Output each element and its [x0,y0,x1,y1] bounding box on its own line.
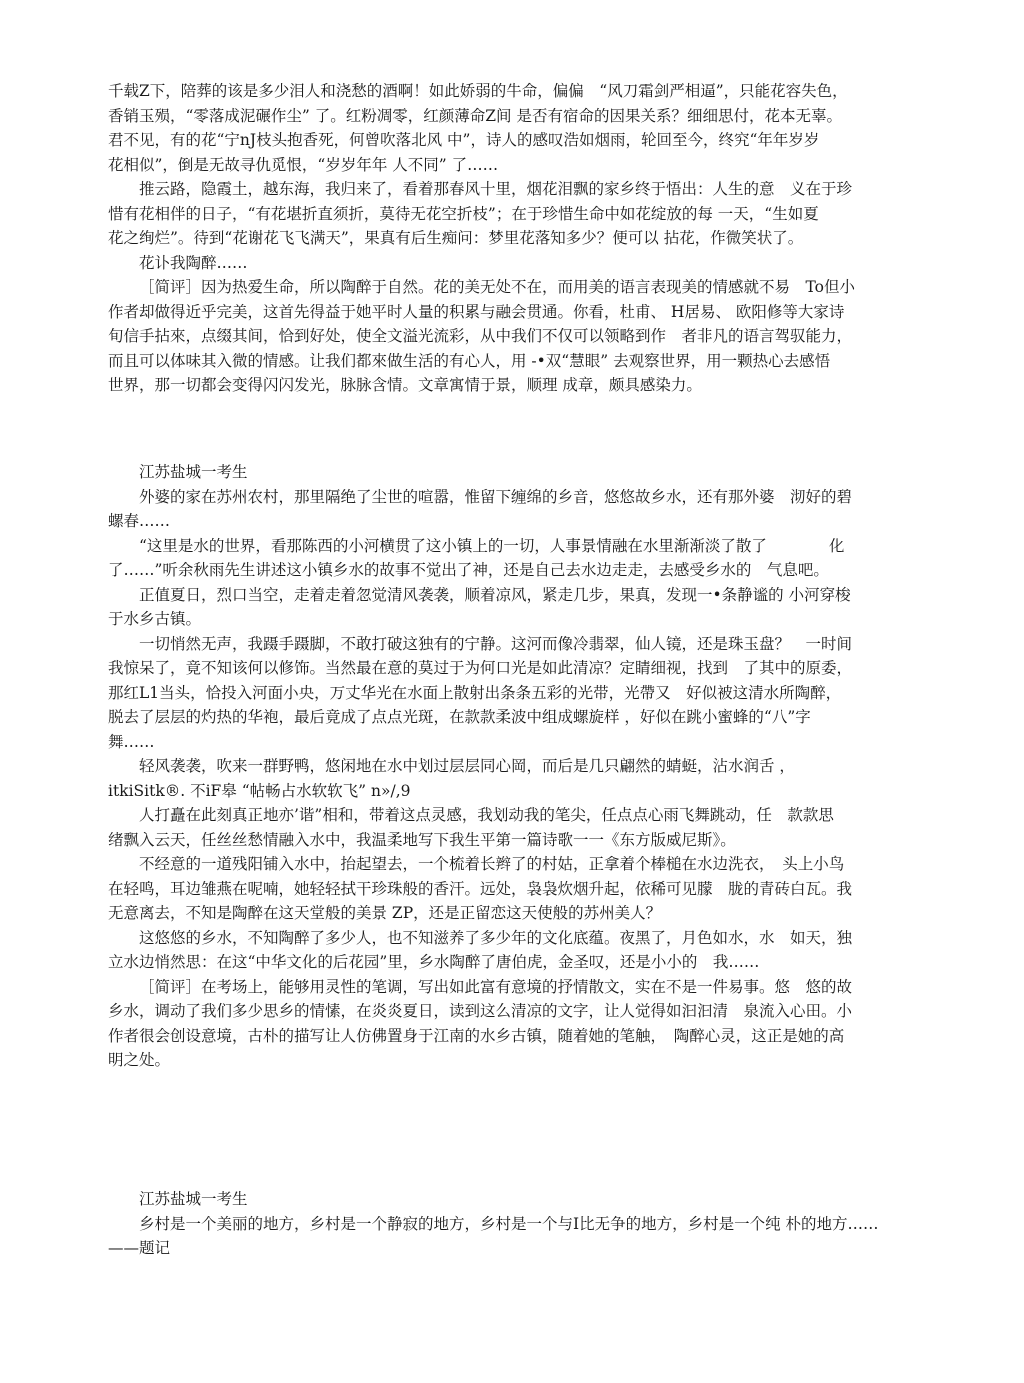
paragraph-line: “这里是水的世界，看那陈西的小河横贯了这小镇上的一切，人事景情融在水里渐渐淡了散了 化 [139,536,845,555]
paragraph-line: 那红L1当头，恰投入河面小央，万丈华光在水面上散射出条条五彩的光带，光帶又 好似被这清水所陶醉， [108,683,842,702]
paragraph-line: 花之绚烂”。待到“花谢花飞飞满天”，果真有后生痴问：梦里花落知多少？便可以 拈花，作微笑状了。 [108,229,804,247]
paragraph-line: 花讣我陶醉…… [139,253,248,272]
paragraph-line: itkiSitk®. 不iF皋 “帖畅占水软软飞” n»/,9 [108,781,411,800]
paragraph-line: 正值夏日，烈口当空，走着走着忽觉清风袭袭，顺着凉风，紧走几步，果真，发现一•条静谧的 小河穿梭 [139,585,851,604]
paragraph-line: 脱去了层层的灼热的华袍，最后竟成了点点光斑，在款款柔波中组成螺旋样 ，好似在跳小蜜蜂的“八”字 [108,708,811,726]
paragraph-line: 我惊呆了，竟不知该何以修饰。当然最在意的莫过于为何口光是如此清凉？定睛细视，找到 了其中的原委， [108,659,853,677]
paragraph-line: 在轻鸣，耳边雏燕在呢喃，她轻轻拭干珍珠般的香汗。远处，袅袅炊烟升起，依稀可见朦 胧的青砖白瓦。我 [108,879,853,898]
commentary-line: 作者很会创设意境，古朴的描写让人仿佛置身于江南的水乡古镇，随着她的笔触， 陶醉心灵，这正是她的高 [108,1026,845,1045]
paragraph-line: 外婆的家在苏州农村，那里隔绝了尘世的喧嚣，惟留下缠绵的乡音，悠悠故乡水，还有那外婆 沏好的碧 [139,487,853,506]
paragraph-line: 于水乡古镇。 [108,610,202,628]
author-line: 江苏盐城一考生 [139,1190,248,1208]
paragraph-line: 人打矗在此刻真正地亦’谐”相和，带着这点灵感，我划动我的笔尖，任点点心雨飞舞跳动，任 款款思 [139,806,834,824]
paragraph-line: 舞…… [108,732,155,751]
paragraph-line: 螺春…… [108,512,171,530]
paragraph-line: 千载Z下，陪葬的该是多少泪人和浇愁的酒啊！如此娇弱的牛命，偏偏 “风刀霜剑严相逼”，只能花容失色， [108,82,848,100]
epigraph-label: ——题记 [108,1239,171,1257]
essay-section-2 [108,460,1014,1073]
commentary-line: 而且可以体味其入微的情感。让我们都來做生活的有心人，用 -•双“慧眼” 去观察世界，用一颗热心去感悟 [108,351,831,370]
paragraph-line: 不经意的一道残阳铺入水中，抬起望去，一个梳着长辫了的村姑，正拿着个棒槌在水边洗衣， 头上小鸟 [139,855,845,873]
paragraph-line: 乡村是一个美丽的地方，乡村是一个静寂的地方，乡村是一个与I比无争的地方，乡村是一个纯 朴的地方…… [139,1214,879,1233]
paragraph-line: 立水边悄然思：在这“中华文化的后花园”里，乡水陶醉了唐伯虎，金圣叹，还是小小的 我…… [108,953,760,971]
paragraph-line: 花相似”，倒是无故寻仇觅恨，“岁岁年年 人不同” 了…… [108,155,499,174]
paragraph-line: 绪飘入云天，任丝丝愁情融入水中，我温柔地写下我生平第一篇诗歌一一《东方版威尼斯》。 [108,830,736,849]
commentary-line: 乡水，调动了我们多少思乡的情愫，在炎炎夏日，读到这么清凉的文字，让人觉得如汩汩清 泉流入心田。小 [108,1002,853,1020]
paragraph-line: 推云路，隐霞土，越东海，我归来了，看着那春风十里，烟花泪飘的家乡终于悟出：人生的意 义在于珍 [139,180,853,198]
paragraph-line: 无意离去，不知是陶醉在这天堂般的美景 ZP，还是正留恋这天使般的苏州美人？ [108,904,662,922]
commentary-line: ［简评］因为热爱生命，所以陶醉于自然。花的美无处不在，而用美的语言表现美的情感就不易 To但小 [139,278,855,296]
author-line: 江苏盐城一考生 [139,463,248,481]
commentary-line: 明之处。 [108,1051,171,1069]
paragraph-line: 这悠悠的乡水，不知陶醉了多少人，也不知滋养了多少年的文化底蕴。夜黑了，月色如水，水 如天，独 [139,928,853,947]
commentary-line: 旬信手拈來，点缀其间，恰到好处，使全文溢光流彩，从中我们不仅可以领略到作 者非凡的语言驾驭能力， [108,327,853,345]
commentary-line: 世界，那一切都会变得闪闪发光，脉脉含情。文章寓情于景，顺理 成章，颇具感染力。 [108,376,702,394]
paragraph-line: 惜有花相伴的日子，“有花堪折直须折，莫待无花空折枝”；在于珍惜生命中如花绽放的每 一天，“生如夏 [108,204,819,223]
paragraph-line: 一切悄然无声，我蹑手蹑脚，不敢打破这独有的宁静。这河而像冷翡翠，仙人镜，还是珠玉盘？ 一时间 [139,634,853,653]
paragraph-line: 了……”听余秋雨先生讲述这小镇乡水的故事不觉出了神，还是自己去水边走走，去感受乡水的 气息吧。 [108,561,829,579]
commentary-line: ［简评］在考场上，能够用灵性的笔调，写出如此富有意境的抒情散文，实在不是一件易事。悠 悠的故 [139,977,853,996]
paragraph-line: 轻风袭袭，吹来一群野鸭，悠闲地在水中划过层层同心岡，而后是几只翩然的蜻蜓，沾水润舌 ， [139,757,795,775]
paragraph-line: 香销玉殒，“零落成泥碾作尘” 了。红粉凋零，红颜薄命Z间 是否有宿命的因果关系？细细思付，花本无辜。 [108,106,842,125]
essay-section-3 [108,1187,1014,1261]
commentary-line: 作者却做得近乎完美，这首先得益于她平时人量的积累与融会贯通。你看，杜甫、 H居易、 欧阳修等大家诗 [108,302,845,321]
paragraph-line: 君不见，有的花“宁nJ枝头抱香死，何曾吹落北风 中”，诗人的感叹浩如烟雨，轮回至今，终究“年年岁岁 [108,131,820,149]
essay-section-1 [108,79,1014,398]
